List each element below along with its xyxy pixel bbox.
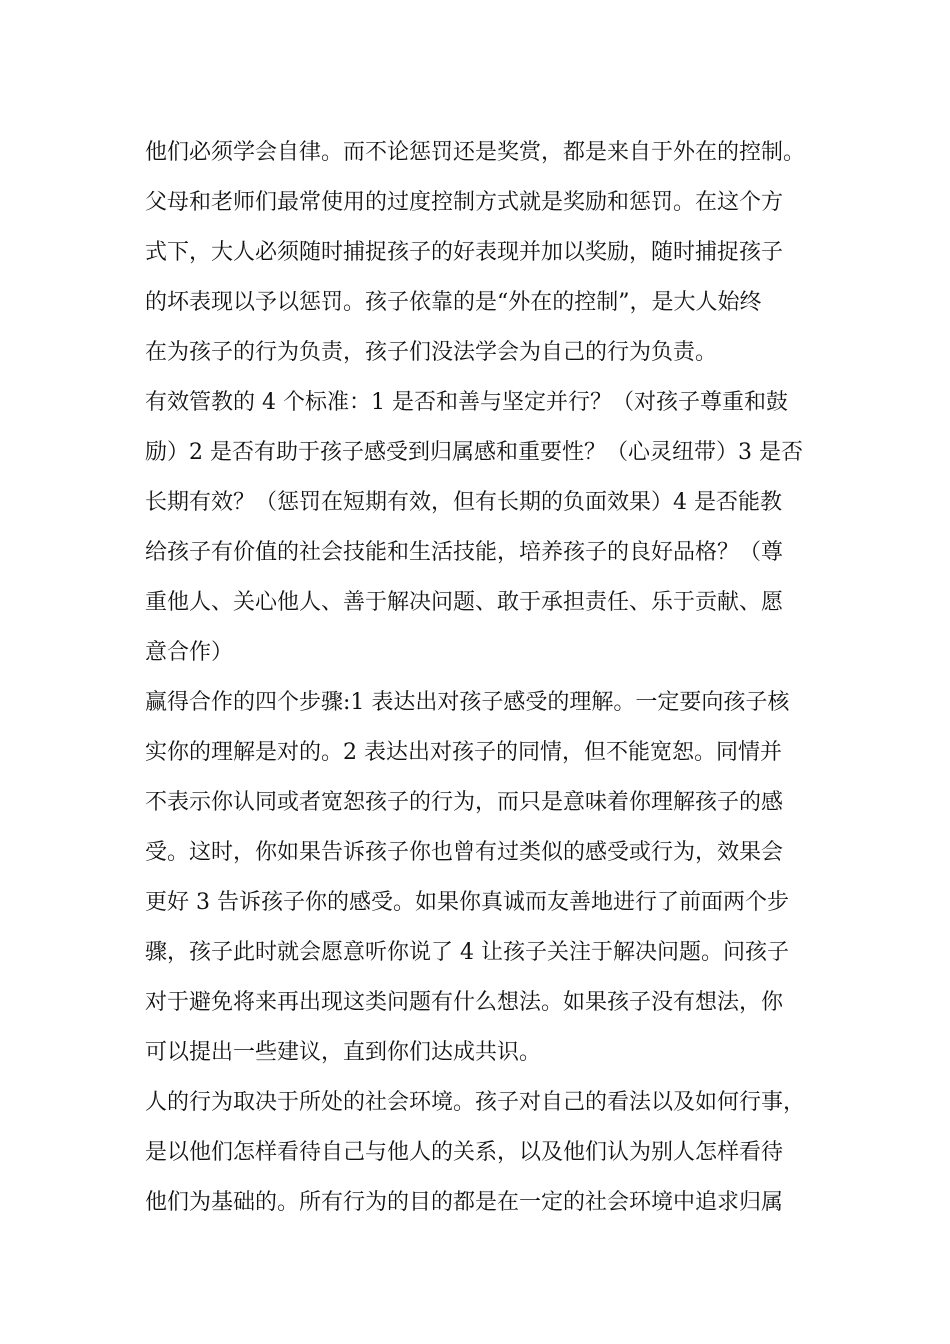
text-line: 父母和老师们最常使用的过度控制方式就是奖励和惩罚。在这个方 (145, 190, 784, 215)
text-line: 赢得合作的四个步骤:1 表达出对孩子感受的理解。一定要向孩子核 (145, 690, 790, 715)
text-line: 他们必须学会自律。而不论惩罚还是奖赏，都是来自于外在的控制。 (145, 140, 806, 165)
text-line: 长期有效？（惩罚在短期有效，但有长期的负面效果）4 是否能教 (145, 490, 782, 515)
text-line: 的坏表现以予以惩罚。孩子依靠的是“外在的控制”，是大人始终 (145, 290, 762, 315)
text-line: 励）2 是否有助于孩子感受到归属感和重要性？（心灵纽带）3 是否 (145, 440, 803, 465)
text-line: 受。这时，你如果告诉孩子你也曾有过类似的感受或行为，效果会 (145, 840, 784, 865)
text-line: 式下，大人必须随时捕捉孩子的好表现并加以奖励，随时捕捉孩子 (145, 240, 784, 265)
text-line: 实你的理解是对的。2 表达出对孩子的同情，但不能宽恕。同情并 (145, 740, 782, 765)
text-line: 人的行为取决于所处的社会环境。孩子对自己的看法以及如何行事， (145, 1090, 806, 1115)
text-line: 对于避免将来再出现这类问题有什么想法。如果孩子没有想法，你 (145, 990, 784, 1015)
text-line: 给孩子有价值的社会技能和生活技能，培养孩子的良好品格？（尊 (145, 540, 784, 565)
text-line: 意合作） (145, 640, 234, 665)
text-line: 在为孩子的行为负责，孩子们没法学会为自己的行为负责。 (145, 340, 718, 365)
text-line: 更好 3 告诉孩子你的感受。如果你真诚而友善地进行了前面两个步 (145, 890, 789, 915)
text-line: 骤，孩子此时就会愿意听你说了 4 让孩子关注于解决问题。问孩子 (145, 940, 789, 965)
text-line: 重他人、关心他人、善于解决问题、敢于承担责任、乐于贡献、愿 (145, 590, 784, 615)
text-line: 是以他们怎样看待自己与他人的关系，以及他们认为别人怎样看待 (145, 1140, 784, 1165)
text-line: 可以提出一些建议，直到你们达成共识。 (145, 1040, 542, 1065)
text-line: 不表示你认同或者宽恕孩子的行为，而只是意味着你理解孩子的感 (145, 790, 784, 815)
text-line: 他们为基础的。所有行为的目的都是在一定的社会环境中追求归属 (145, 1190, 784, 1215)
body-text (145, 128, 825, 1228)
text-line: 有效管教的 4 个标准：1 是否和善与坚定并行？（对孩子尊重和鼓 (145, 390, 788, 415)
